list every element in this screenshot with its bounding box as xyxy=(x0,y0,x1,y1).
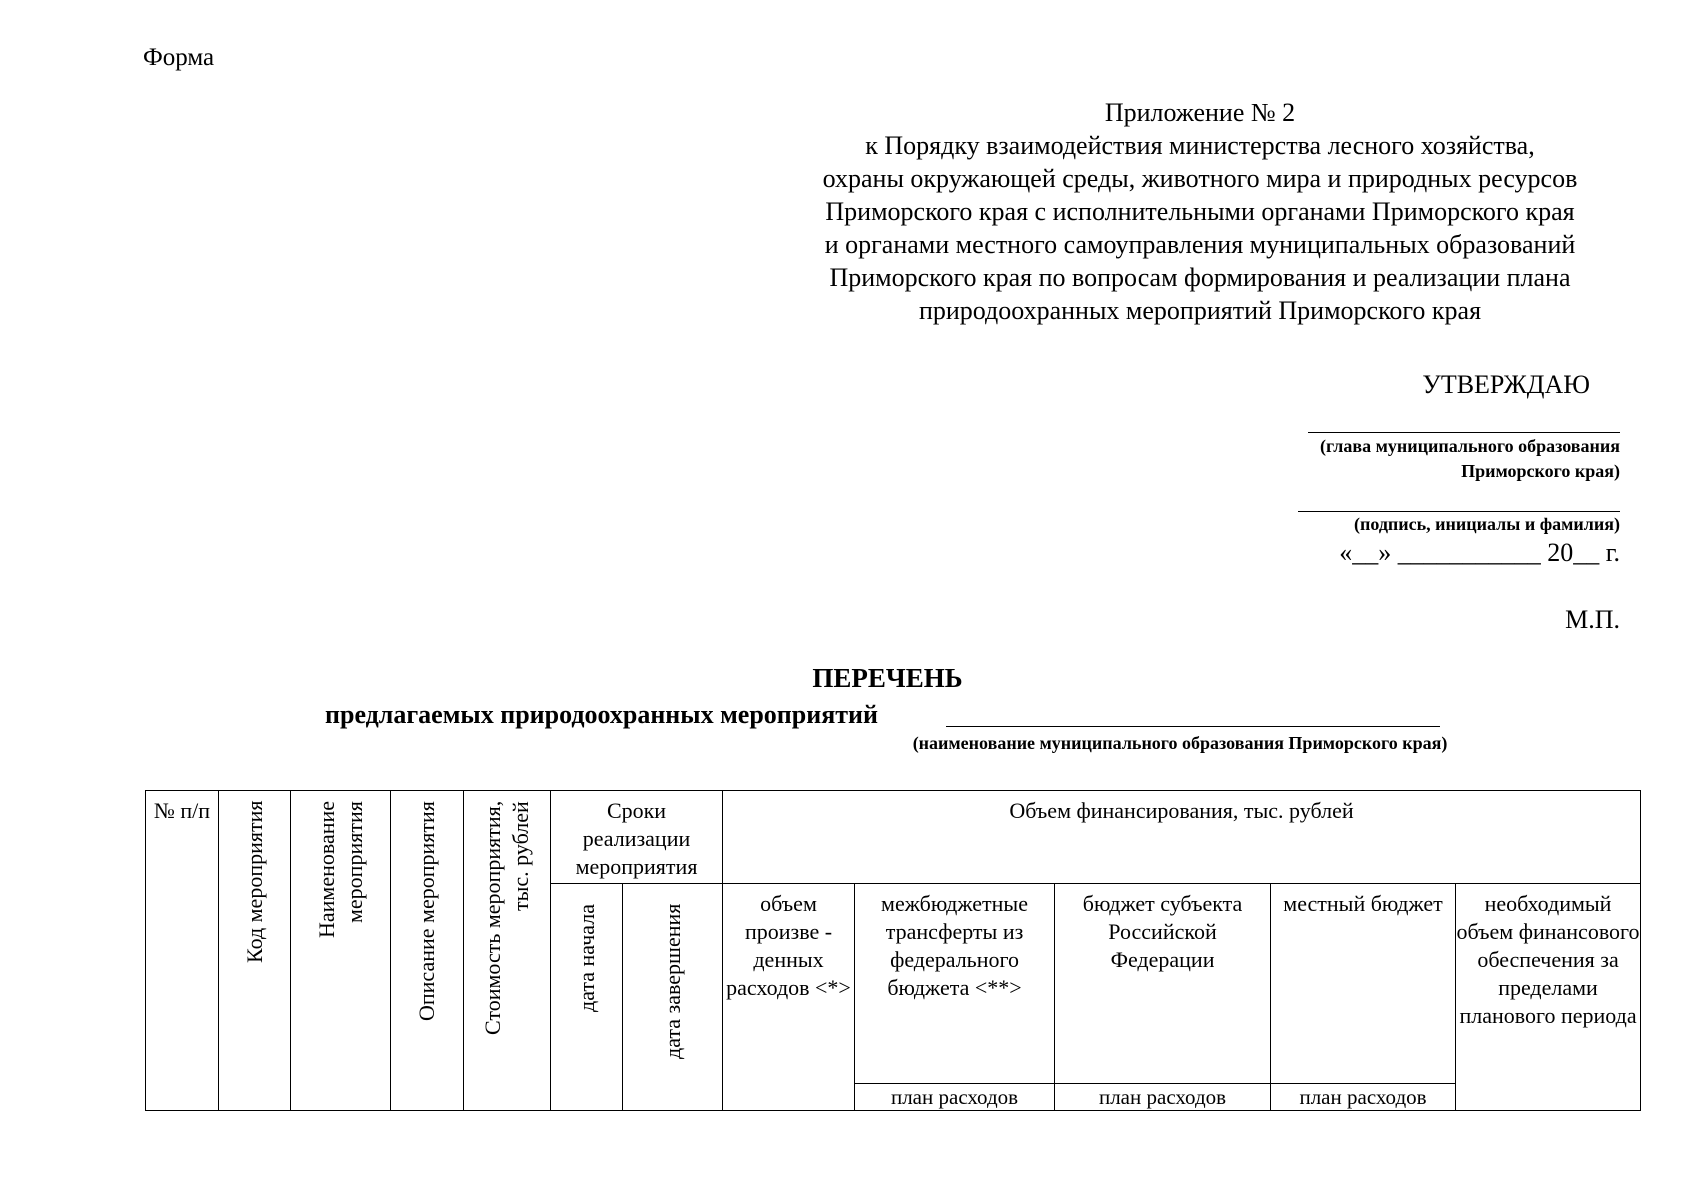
header-regional-plan: план расходов xyxy=(1055,1084,1271,1111)
head-signature-line xyxy=(1308,432,1620,433)
header-cost-text: Стоимость мероприятия, тыс. рублей xyxy=(480,801,533,1036)
header-timing: Сроки реализации мероприятия xyxy=(551,791,723,884)
municipality-caption: (наименование муниципального образования Приморского края) xyxy=(912,733,1448,753)
approve-label: УТВЕРЖДАЮ xyxy=(1422,370,1590,399)
form-label: Форма xyxy=(143,44,215,71)
date-line: «__» ___________ 20__ г. xyxy=(1339,538,1620,567)
header-start-date xyxy=(551,884,623,1111)
appendix-line: и органами местного самоуправления муниципальных образований xyxy=(824,230,1576,259)
appendix-line: Приморского края по вопросам формирования и реализации плана xyxy=(829,263,1571,292)
header-federal-plan: план расходов xyxy=(855,1084,1055,1111)
stamp-label: М.П. xyxy=(1565,605,1620,634)
activities-table xyxy=(145,790,1641,1111)
appendix-line: охраны окружающей среды, животного мира и природных ресурсов xyxy=(822,164,1578,193)
header-federal: межбюджетные трансферты из федерального бюджета <**> xyxy=(855,884,1055,1084)
appendix-title: Приложение № 2 xyxy=(1104,98,1296,127)
header-description xyxy=(391,791,464,1111)
appendix-line: к Порядку взаимодействия министерства лесного хозяйства, xyxy=(865,131,1535,160)
header-spent: объем произве - денных расходов <*> xyxy=(723,884,855,1111)
head-caption-line: (глава муниципального образования xyxy=(1320,436,1620,456)
header-regional: бюджет субъекта Российской Федерации xyxy=(1055,884,1271,1084)
header-local-plan: план расходов xyxy=(1271,1084,1456,1111)
signature-line xyxy=(1298,511,1620,512)
header-description-text: Описание мероприятия xyxy=(414,801,439,1021)
header-local: местный бюджет xyxy=(1271,884,1456,1084)
appendix-line: природоохранных мероприятий Приморского края xyxy=(918,296,1482,325)
header-name-text: Наименование мероприятия xyxy=(313,801,367,939)
header-name xyxy=(291,791,391,1111)
header-number: № п/п xyxy=(146,791,219,1111)
header-cost xyxy=(464,791,551,1111)
municipality-line xyxy=(946,726,1440,727)
head-caption-line: Приморского края) xyxy=(1461,461,1620,481)
header-end-date xyxy=(623,884,723,1111)
head-caption xyxy=(1250,434,1620,484)
header-code xyxy=(219,791,291,1111)
header-start-date-text: дата начала xyxy=(573,904,599,1012)
appendix-block xyxy=(760,96,1640,327)
appendix-line: Приморского края с исполнительными органами Приморского края xyxy=(825,197,1575,226)
header-end-date-text: дата завершения xyxy=(659,904,685,1060)
document-subtitle: предлагаемых природоохранных мероприятий xyxy=(325,700,879,729)
header-financing: Объем финансирования, тыс. рублей xyxy=(723,791,1641,884)
header-code-text: Код мероприятия xyxy=(241,801,267,964)
document-title: ПЕРЕЧЕНЬ xyxy=(812,663,963,693)
signature-caption: (подпись, инициалы и фамилия) xyxy=(1353,514,1620,534)
header-required: необходимый объем финансового обеспечения за пределами планового периода xyxy=(1456,884,1641,1111)
